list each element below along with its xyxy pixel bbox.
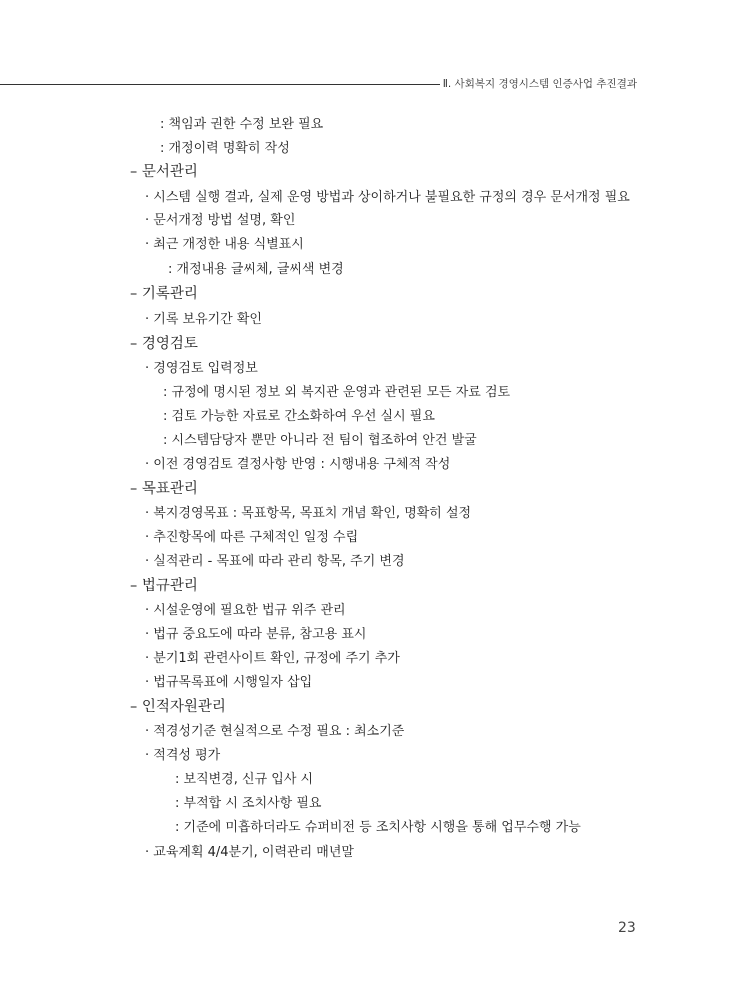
section-heading: – 목표관리 [130, 481, 198, 497]
body-line: : 부적합 시 조치사항 필요 [175, 796, 322, 811]
bullet-item: · 문서개정 방법 설명, 확인 [145, 213, 296, 228]
body-line: : 보직변경, 신규 입사 시 [175, 772, 314, 787]
section-heading: – 경영검토 [130, 336, 198, 352]
bullet-item: · 적경성기준 현실적으로 수정 필요 : 최소기준 [145, 724, 405, 739]
bullet-item: · 이전 경영검토 결정사항 반영 : 시행내용 구체적 작성 [145, 457, 451, 472]
bullet-item: · 복지경영목표 : 목표항목, 목표치 개념 확인, 명확히 설정 [145, 506, 472, 521]
bullet-item: · 법규 중요도에 따라 분류, 참고용 표시 [145, 627, 367, 642]
section-heading: – 문서관리 [130, 164, 198, 180]
body-line: : 개정이력 명확히 작성 [160, 141, 290, 156]
bullet-item: · 분기1회 관련사이트 확인, 규정에 주기 추가 [145, 651, 400, 666]
bullet-item: · 시설운영에 필요한 법규 위주 관리 [145, 603, 346, 618]
bullet-item: · 시스템 실행 결과, 실제 운영 방법과 상이하거나 불필요한 규정의 경우 문서개정 필요 [145, 190, 630, 205]
bullet-item: · 교육계획 4/4분기, 이력관리 매년말 [145, 845, 354, 860]
page-number: 23 [618, 920, 636, 936]
bullet-item: · 실적관리 - 목표에 따라 관리 항목, 주기 변경 [145, 554, 405, 569]
running-header: Ⅱ. 사회복지 경영시스템 인증사업 추진결과 [442, 78, 637, 90]
body-line: : 시스템담당자 뿐만 아니라 전 팀이 협조하여 안건 발굴 [163, 433, 477, 448]
section-heading: – 인적자원관리 [130, 699, 226, 715]
bullet-item: · 법규목록표에 시행일자 삽입 [145, 675, 313, 690]
body-line: : 검토 가능한 자료로 간소화하여 우선 실시 필요 [163, 409, 435, 424]
section-heading: – 법규관리 [130, 578, 198, 594]
bullet-item: · 기록 보유기간 확인 [145, 312, 262, 327]
body-line: : 규정에 명시된 정보 외 복지관 운영과 관련된 모든 자료 검토 [163, 385, 511, 400]
bullet-item: · 최근 개정한 내용 식별표시 [145, 237, 304, 252]
header-divider [0, 84, 440, 85]
section-heading: – 기록관리 [130, 286, 198, 302]
bullet-item: · 추진항목에 따른 구체적인 일정 수립 [145, 530, 359, 545]
bullet-item: · 경영검토 입력정보 [145, 361, 258, 376]
body-line: : 책임과 권한 수정 보완 필요 [160, 117, 324, 132]
bullet-item: · 적격성 평가 [145, 748, 221, 763]
body-line: : 개정내용 글씨체, 글씨색 변경 [168, 262, 344, 277]
body-line: : 기준에 미흡하더라도 슈퍼비전 등 조치사항 시행을 통해 업무수행 가능 [175, 820, 581, 835]
